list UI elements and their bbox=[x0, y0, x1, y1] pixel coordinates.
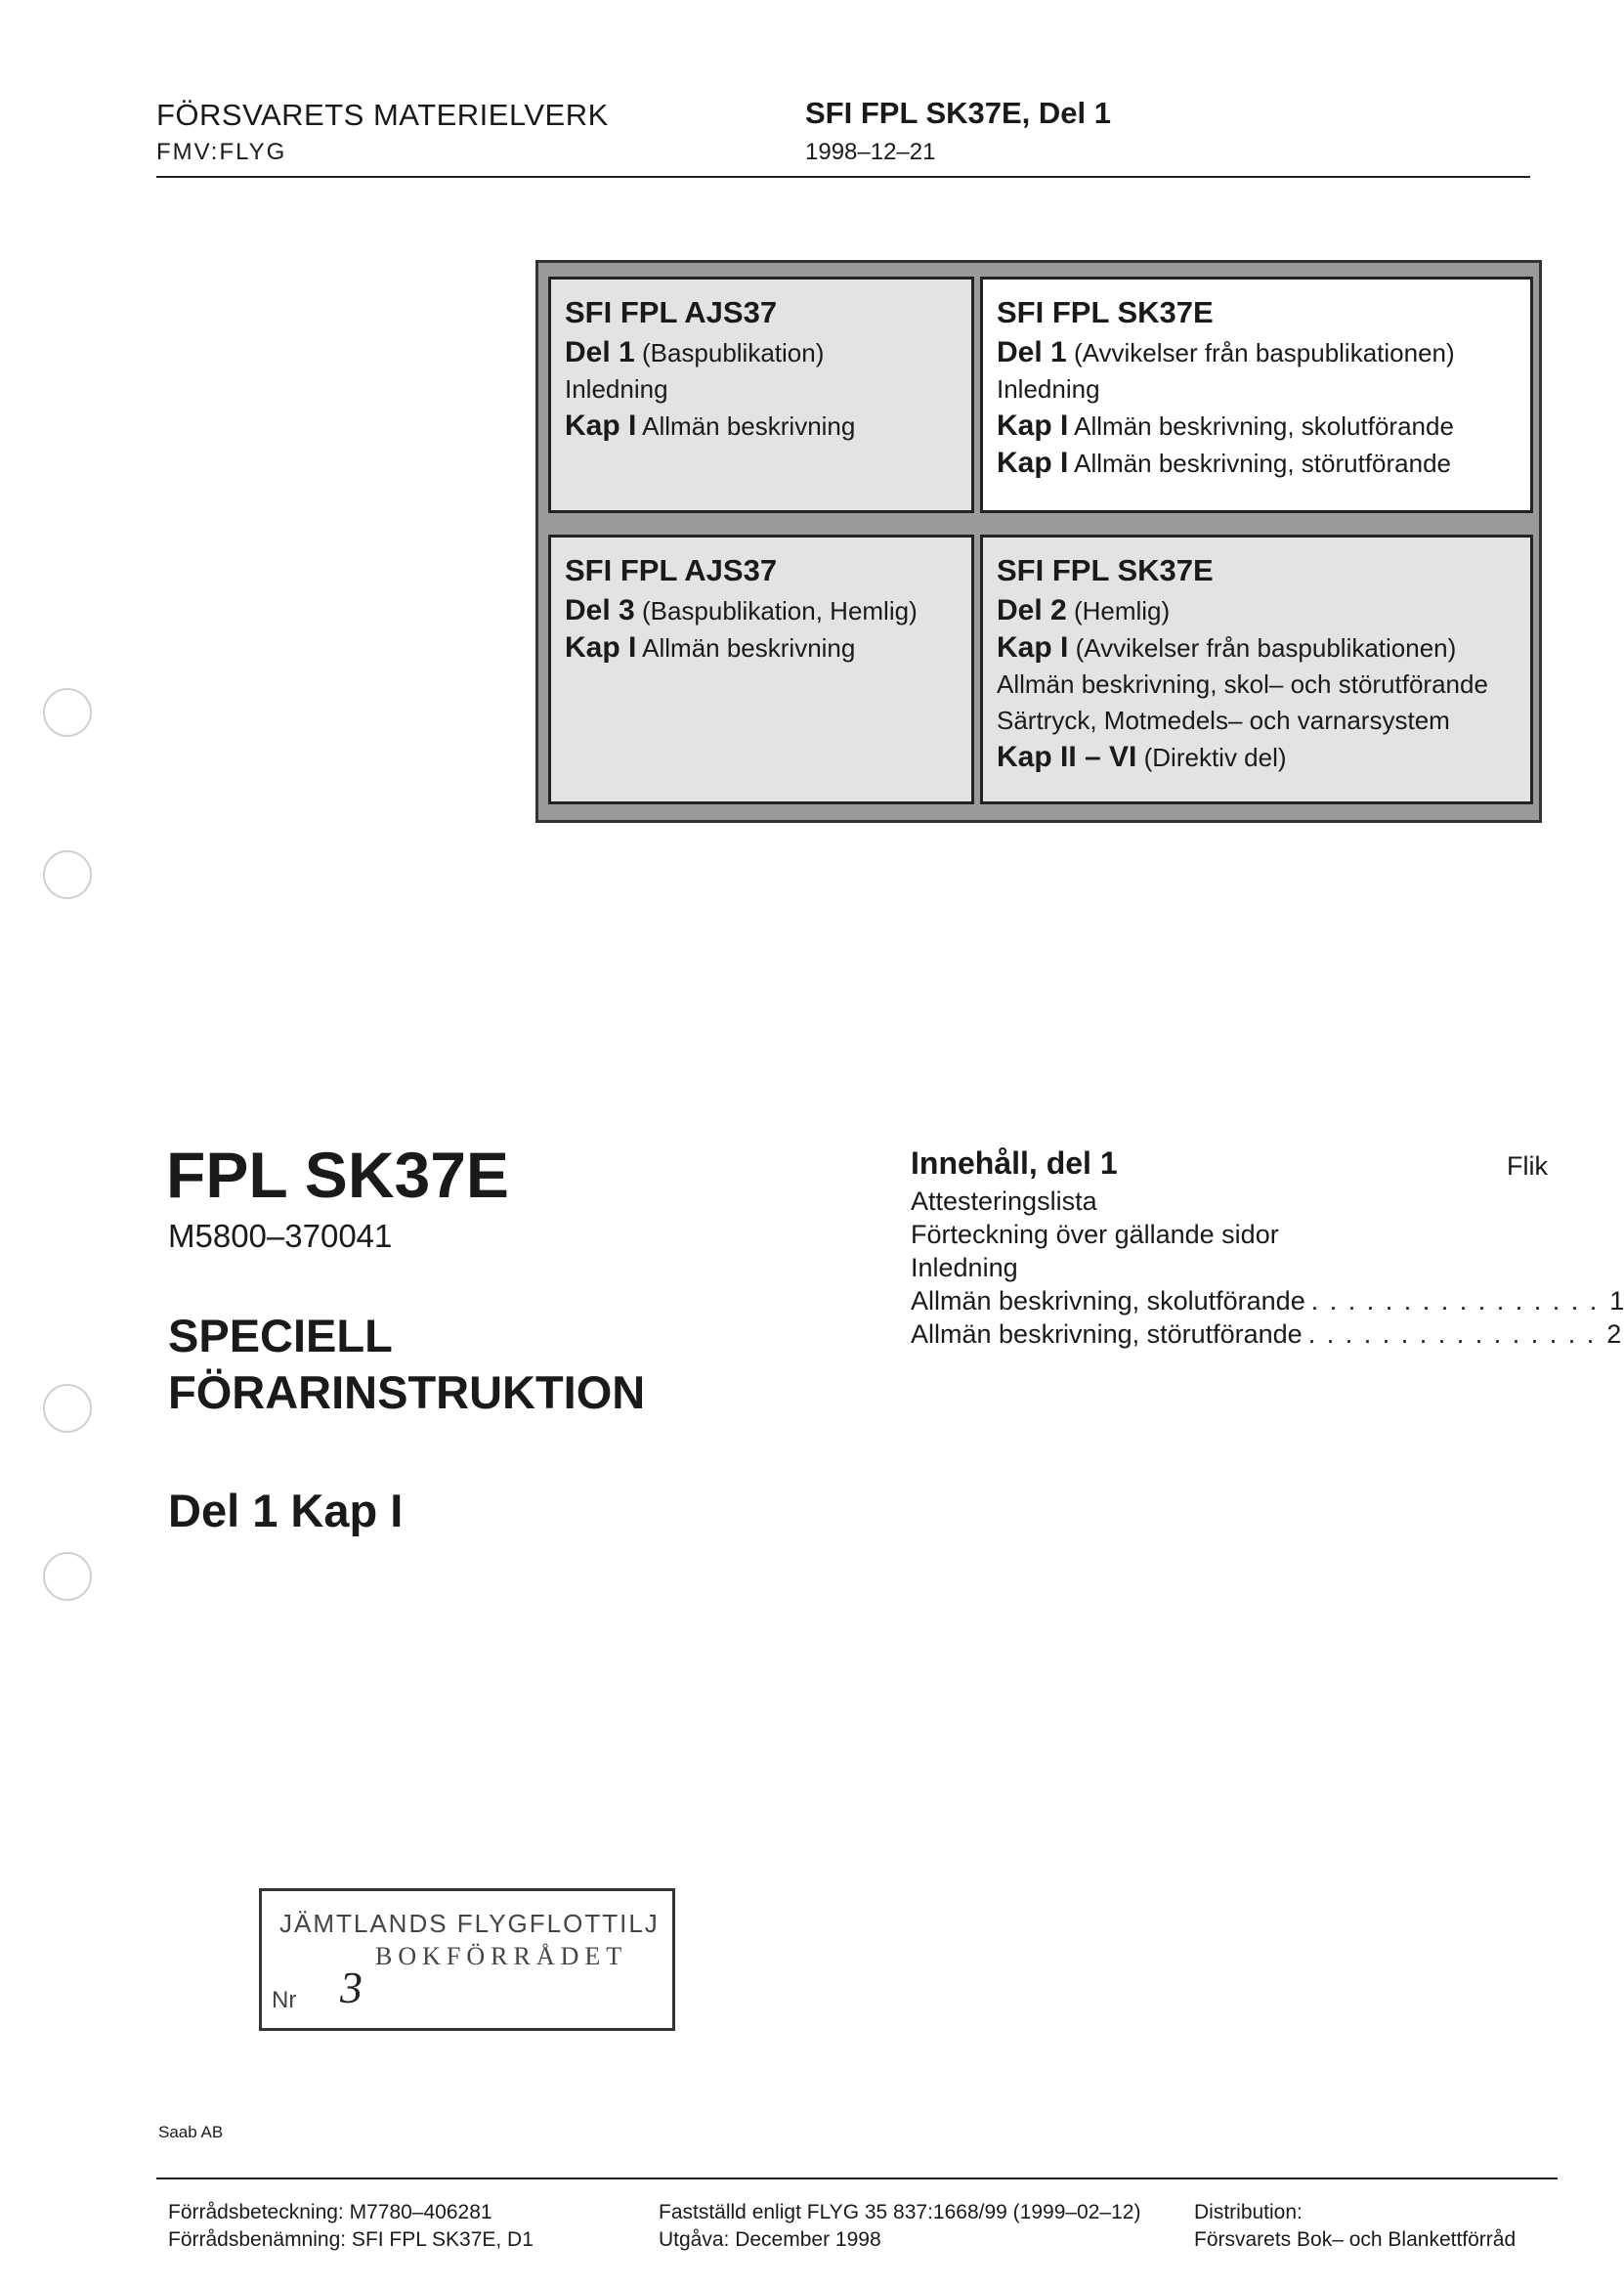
contents-tab-column-label: Flik bbox=[1507, 1151, 1548, 1181]
header-divider bbox=[156, 176, 1530, 178]
document-part: Del 1 Kap I bbox=[168, 1485, 404, 1536]
cell-title: SFI FPL SK37E bbox=[997, 295, 1214, 329]
contents-item[interactable]: Inledning bbox=[911, 1253, 1018, 1282]
cell-line: Inledning bbox=[997, 374, 1100, 404]
cell-line: Kap II – VI (Direktiv del) bbox=[997, 741, 1287, 773]
header-department: FMV:FLYG bbox=[156, 139, 287, 165]
binder-hole bbox=[43, 1552, 92, 1601]
cell-line: Del 2 (Hemlig) bbox=[997, 594, 1171, 626]
cell-line: Kap I Allmän beskrivning, störutförande bbox=[997, 447, 1452, 479]
publication-structure-grid bbox=[535, 260, 1542, 823]
contents-title: Innehåll, del 1 bbox=[911, 1145, 1118, 1181]
structure-cell-sk37e-del2 bbox=[980, 535, 1533, 804]
cell-line: Kap I Allmän beskrivning bbox=[565, 410, 856, 442]
structure-cell-ajs37-del1 bbox=[548, 277, 974, 513]
contents-item[interactable]: Allmän beskrivning, skolutförande . . . . . . . . . . . . . . . . 1 bbox=[911, 1286, 1624, 1316]
document-heading: SPECIELL FÖRARINSTRUKTION bbox=[168, 1310, 646, 1418]
cell-title: SFI FPL AJS37 bbox=[565, 295, 778, 329]
cell-line: Del 1 (Baspublikation) bbox=[565, 336, 825, 368]
footer-distribution: Distribution: Försvarets Bok– och Blankettförråd bbox=[1194, 2201, 1517, 2251]
contents-item[interactable]: Attesteringslista bbox=[911, 1186, 1097, 1216]
footer-edition-info: Fastställd enligt FLYG 35 837:1668/99 (1999–02–12) Utgåva: December 1998 bbox=[659, 2201, 1141, 2251]
cell-line: Inledning bbox=[565, 374, 668, 404]
structure-cell-ajs37-del3 bbox=[548, 535, 974, 804]
stamp-line-2: BOKFÖRRÅDET bbox=[375, 1942, 628, 1970]
contents-item[interactable]: Förteckning över gällande sidor bbox=[911, 1220, 1279, 1249]
contents-item[interactable]: Allmän beskrivning, störutförande . . . . . . . . . . . . . . . . 2 bbox=[911, 1319, 1622, 1349]
cell-line: Kap I Allmän beskrivning bbox=[565, 631, 856, 664]
cell-line: Del 3 (Baspublikation, Hemlig) bbox=[565, 594, 918, 626]
header-publication: SFI FPL SK37E, Del 1 bbox=[805, 96, 1111, 130]
cell-line: Del 1 (Avvikelser från baspublikationen) bbox=[997, 336, 1455, 368]
contents-list bbox=[911, 1185, 1624, 1351]
binder-hole bbox=[43, 688, 92, 737]
cell-line: Allmän beskrivning, skol– och störutförande bbox=[997, 669, 1488, 699]
publisher: Saab AB bbox=[158, 2123, 224, 2141]
footer-store-info: Förrådsbeteckning: M7780–406281 Förrådsbenämning: SFI FPL SK37E, D1 bbox=[168, 2201, 534, 2251]
stamp-nr-label: Nr bbox=[272, 1987, 297, 2013]
library-stamp bbox=[259, 1888, 675, 2031]
structure-cell-sk37e-del1 bbox=[980, 277, 1533, 513]
header-organization: FÖRSVARETS MATERIELVERK bbox=[156, 98, 609, 132]
stamp-line-1: JÄMTLANDS FLYGFLOTTILJ bbox=[279, 1909, 660, 1938]
stamp-nr-value: 3 bbox=[340, 1963, 363, 2012]
binder-hole bbox=[43, 850, 92, 899]
document-title: FPL SK37E bbox=[166, 1139, 509, 1211]
cell-line: Särtryck, Motmedels– och varnarsystem bbox=[997, 706, 1450, 735]
binder-hole bbox=[43, 1384, 92, 1433]
footer-divider bbox=[156, 2178, 1558, 2179]
cell-title: SFI FPL SK37E bbox=[997, 553, 1214, 587]
cell-title: SFI FPL AJS37 bbox=[565, 553, 778, 587]
cell-line: Kap I (Avvikelser från baspublikationen) bbox=[997, 631, 1457, 664]
header-date: 1998–12–21 bbox=[805, 139, 936, 165]
cell-line: Kap I Allmän beskrivning, skolutförande bbox=[997, 410, 1454, 442]
document-code: M5800–370041 bbox=[168, 1218, 393, 1254]
